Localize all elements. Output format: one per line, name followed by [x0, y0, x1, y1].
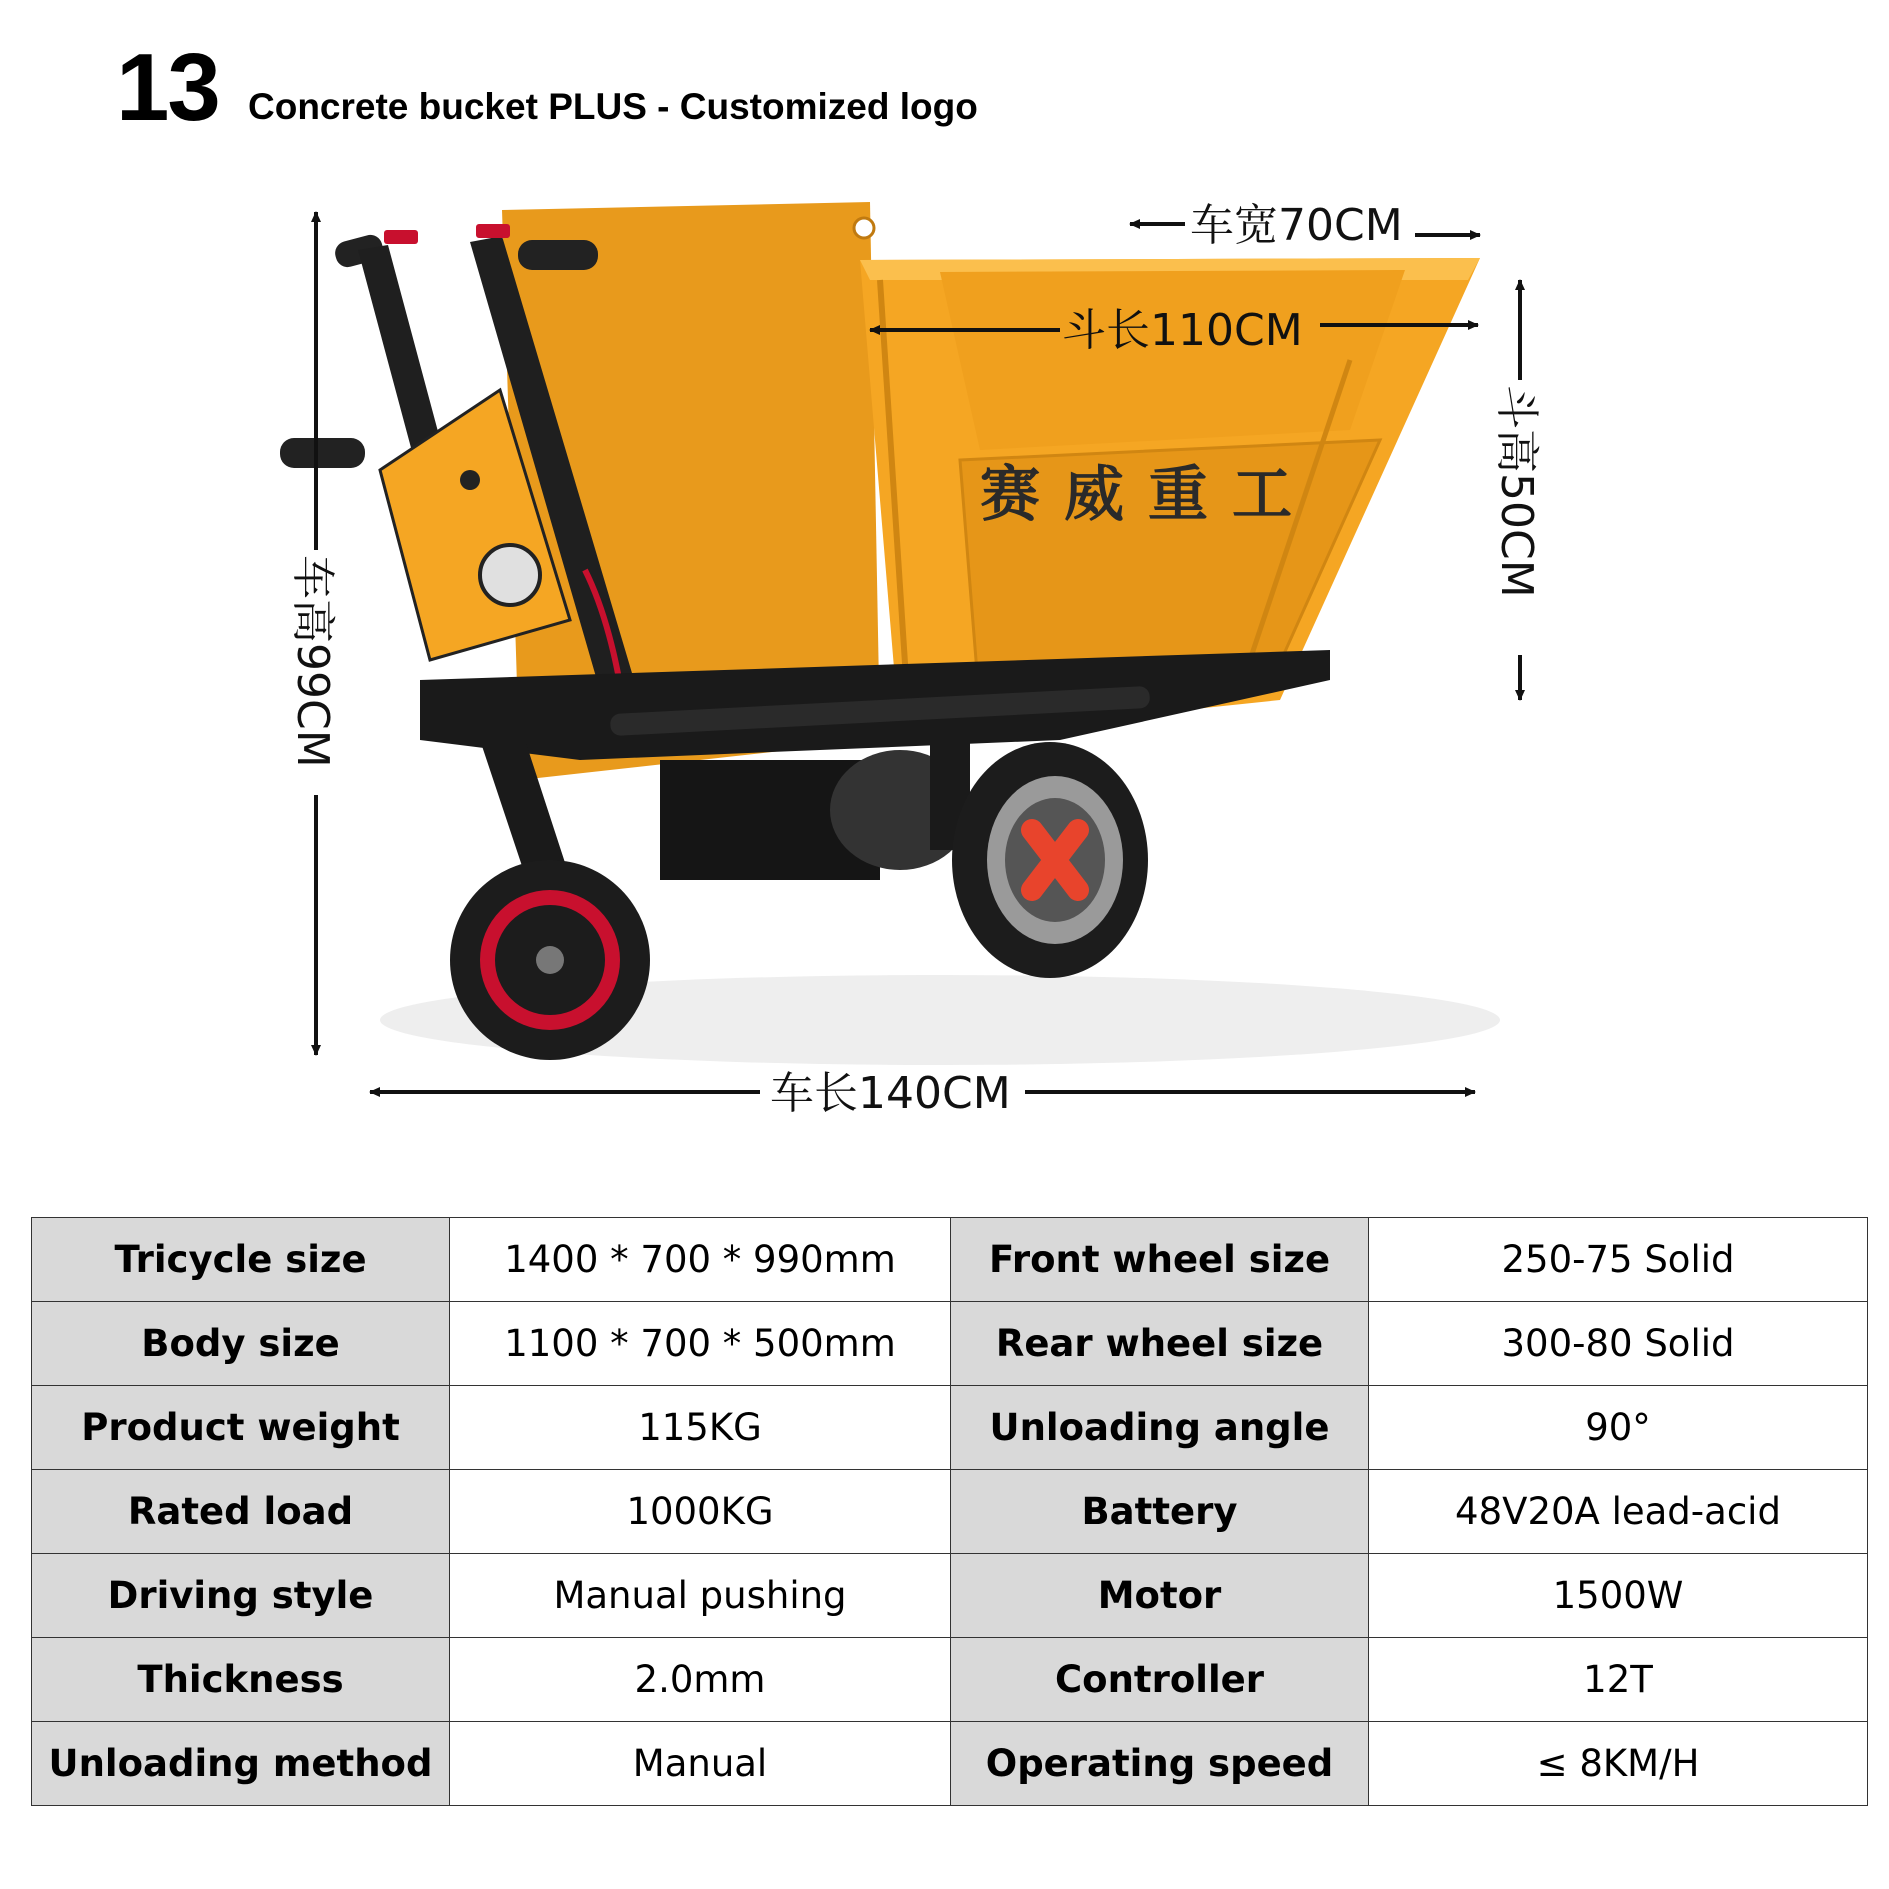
bucket-inner [940, 270, 1405, 450]
table-row [32, 1638, 1868, 1722]
spec-value: 250-75 Solid [1369, 1218, 1868, 1302]
spec-value: 48V20A lead-acid [1369, 1470, 1868, 1554]
brake-lever [384, 230, 418, 244]
vehicle-height-label: 车高99CM [287, 555, 338, 768]
spec-value: 115KG [450, 1386, 951, 1470]
spec-value: 1100 * 700 * 500mm [450, 1302, 951, 1386]
spec-label: Operating speed [951, 1722, 1369, 1806]
spec-label: Driving style [32, 1554, 450, 1638]
spec-label: Battery [951, 1470, 1369, 1554]
spec-label: Product weight [32, 1386, 450, 1470]
key-switch-icon [460, 470, 480, 490]
table-row [32, 1302, 1868, 1386]
front-wheel [450, 860, 650, 1060]
side-grip [280, 438, 365, 468]
spec-value: ≤ 8KM/H [1369, 1722, 1868, 1806]
lift-eye-icon [854, 218, 874, 238]
table-row [32, 1470, 1868, 1554]
spec-value: 1400 * 700 * 990mm [450, 1218, 951, 1302]
spec-label: Unloading method [32, 1722, 450, 1806]
spec-value: 1500W [1369, 1554, 1868, 1638]
spec-value: 300-80 Solid [1369, 1302, 1868, 1386]
spec-label: Rear wheel size [951, 1302, 1369, 1386]
gauge-icon [480, 545, 540, 605]
spec-label: Rated load [32, 1470, 450, 1554]
spec-value: 2.0mm [450, 1638, 951, 1722]
table-row [32, 1554, 1868, 1638]
vehicle-length-label: 车长140CM [770, 1068, 1011, 1119]
spec-value: 90° [1369, 1386, 1868, 1470]
item-number: 13 [116, 34, 219, 141]
table-row [32, 1218, 1868, 1302]
bucket-length-label: 斗长110CM [1062, 305, 1303, 356]
spec-value: Manual pushing [450, 1554, 951, 1638]
bucket-brand-logo: 赛威重工 [980, 460, 1316, 530]
spec-value: 1000KG [450, 1470, 951, 1554]
spec-label: Tricycle size [32, 1218, 450, 1302]
handlebar-grip [518, 240, 598, 270]
product-figure [280, 180, 1660, 1140]
table-row [32, 1386, 1868, 1470]
table-row [32, 1722, 1868, 1806]
spec-label: Body size [32, 1302, 450, 1386]
concrete-bucket-illustration [280, 180, 1660, 1140]
spec-value: 12T [1369, 1638, 1868, 1722]
spec-label: Thickness [32, 1638, 450, 1722]
spec-label: Motor [951, 1554, 1369, 1638]
spec-label: Unloading angle [951, 1386, 1369, 1470]
spec-label: Controller [951, 1638, 1369, 1722]
width-label: 车宽70CM [1190, 200, 1403, 251]
spec-table [31, 1217, 1868, 1806]
brake-lever [476, 224, 510, 238]
spec-value: Manual [450, 1722, 951, 1806]
page-title: Concrete bucket PLUS - Customized logo [248, 86, 978, 127]
spec-label: Front wheel size [951, 1218, 1369, 1302]
rear-wheel [952, 742, 1148, 978]
bucket-height-label: 斗高50CM [1491, 385, 1542, 598]
width-arrow [1128, 180, 1130, 182]
